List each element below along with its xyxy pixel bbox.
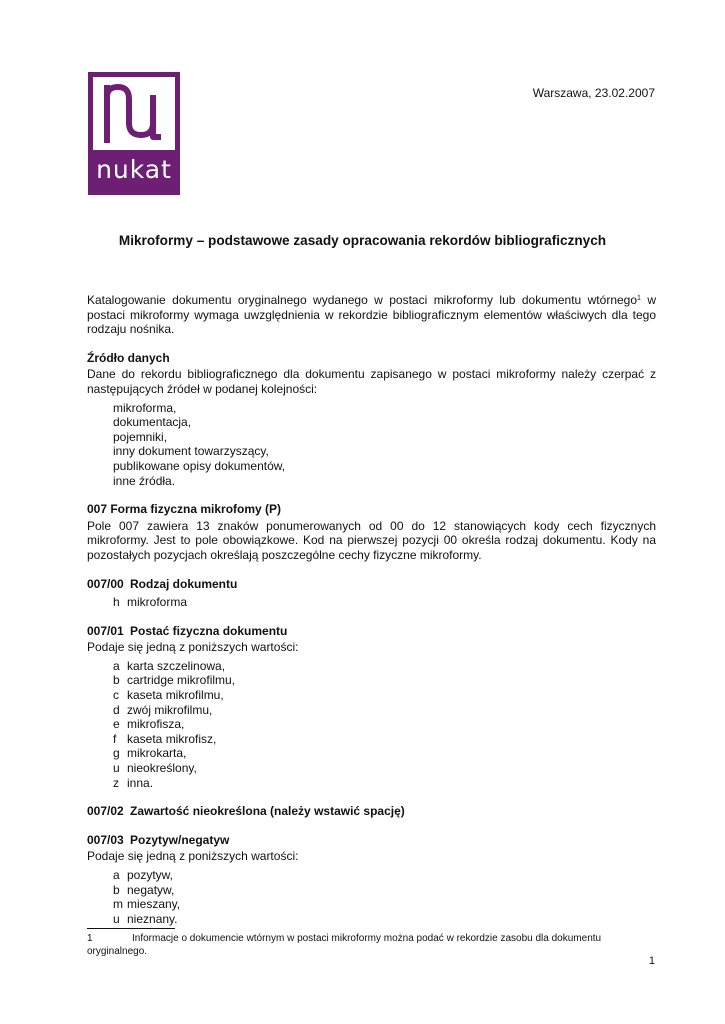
position-01-intro: Podaje się jedną z poniższych wartości:: [87, 640, 299, 655]
position-00-values: [113, 595, 656, 610]
position-label: Postać fizyczna dokumentu: [130, 623, 288, 638]
value-text: nieznany.: [127, 911, 178, 926]
nukat-logo: [88, 72, 180, 195]
nu-monogram-icon: [93, 77, 175, 150]
value-code: h: [113, 595, 120, 610]
value-item: [113, 883, 656, 898]
position-label: Rodzaj dokumentu: [130, 576, 238, 591]
position-03-intro: Podaje się jedną z poniższych wartości:: [87, 849, 299, 864]
field-007-text: Pole 007 zawiera 13 znaków ponumerowanych od 00 do 12 stanowiących kody cech fizycznych mikroformy. Jest to pole obowiązkowe. Kod na pierwszej pozycji 00 określa rodzaj dokumentu. Kody na pozostałych pozycjach określają poszczególne cechy fizyczne mikroformy.: [87, 518, 656, 562]
source-list-item: publikowane opisy dokumentów,: [113, 458, 286, 473]
value-code: c: [113, 688, 119, 703]
position-code: 007/01: [87, 623, 124, 638]
position-code: 007/02: [87, 804, 124, 819]
logo-text: nukat: [96, 155, 172, 184]
source-list-item: mikroforma,: [113, 400, 177, 415]
value-code: b: [113, 882, 120, 897]
position-00-heading: [87, 577, 656, 592]
footnote-reference[interactable]: 1: [637, 295, 641, 302]
value-item: [113, 703, 656, 718]
footnote-text: Informacje o dokumencie wtórnym w postaci mikroformy można podać w rekordzie zasobu dla dokumentu oryginalnego.: [87, 933, 602, 957]
value-code: g: [113, 746, 120, 761]
position-03-heading: [87, 833, 656, 848]
value-item: [113, 688, 656, 703]
source-list: [113, 401, 656, 489]
value-code: u: [113, 761, 120, 776]
document-title: Mikroformy – podstawowe zasady opracowania rekordów bibliograficznych: [118, 233, 607, 248]
value-text: mikrokarta,: [127, 746, 187, 761]
position-01-values: [113, 659, 656, 790]
value-text: pozytyw,: [127, 868, 174, 882]
value-item: [113, 659, 656, 674]
intro-paragraph: [87, 293, 656, 337]
value-code: u: [113, 911, 120, 926]
intro-text-before: Katalogowanie dokumentu oryginalnego wydanego w postaci mikroformy lub dokumentu wtórnego: [87, 293, 638, 307]
value-item: [113, 717, 656, 732]
source-list-item: inny dokument towarzyszący,: [113, 444, 269, 459]
value-item: [113, 673, 656, 688]
value-text: mikrofisza,: [127, 717, 185, 732]
source-list-item: pojemniki,: [113, 429, 168, 444]
footnote: [87, 932, 658, 958]
position-01-heading: [87, 624, 656, 639]
page-number: 1: [648, 955, 655, 967]
value-code: d: [113, 702, 120, 717]
value-item: [113, 897, 656, 912]
source-list-item: dokumentacja,: [113, 415, 192, 430]
value-text: inna.: [127, 775, 154, 790]
value-item: [113, 776, 656, 791]
position-03-values: [113, 868, 656, 926]
document-date: Warszawa, 23.02.2007: [532, 86, 655, 100]
value-text: cartridge mikrofilmu,: [127, 673, 236, 688]
value-item: [113, 912, 656, 927]
value-code: a: [113, 868, 120, 882]
value-code: f: [113, 731, 117, 746]
position-code: 007/00: [87, 576, 124, 591]
value-text: negatyw,: [127, 882, 175, 897]
value-code: b: [113, 673, 120, 688]
value-text: zwój mikrofilmu,: [127, 702, 213, 717]
value-item: [113, 761, 656, 776]
footnote-separator: [87, 928, 175, 929]
value-text: mieszany,: [127, 897, 181, 912]
field-007-heading: 007 Forma fizyczna mikrofomy (P): [87, 502, 282, 517]
source-text: Dane do rekordu bibliograficznego dla dokumentu zapisanego w postaci mikroformy należy czerpać z następujących źródeł w podanej kolejności:: [87, 367, 656, 396]
value-item: [113, 746, 656, 761]
value-code: m: [113, 897, 123, 912]
position-code: 007/03: [87, 832, 124, 847]
value-code: z: [113, 775, 119, 790]
value-text: nieokreślony,: [127, 761, 197, 776]
value-item: [113, 595, 656, 610]
source-heading: Źródło danych: [87, 350, 170, 365]
value-code: a: [113, 658, 120, 673]
value-text: kaseta mikrofilmu,: [127, 688, 224, 703]
value-code: e: [113, 717, 120, 732]
position-02-heading: [87, 804, 656, 819]
value-text: mikroforma: [127, 595, 188, 610]
position-label: Pozytyw/negatyw: [130, 832, 230, 847]
value-text: kaseta mikrofisz,: [127, 731, 217, 746]
source-list-item: inne źródła.: [113, 473, 176, 488]
value-item: [113, 732, 656, 747]
value-item: [113, 868, 656, 883]
position-label: Zawartość nieokreślona (należy wstawić spację): [130, 804, 405, 819]
footnote-number: 1: [87, 933, 93, 944]
intro-text-after: w postaci mikroformy wymaga uwzględnienia w rekordzie bibliograficznym elementów właściwych dla tego rodzaju nośnika.: [87, 293, 656, 337]
document-body: [87, 293, 656, 926]
value-text: karta szczelinowa,: [127, 658, 226, 673]
